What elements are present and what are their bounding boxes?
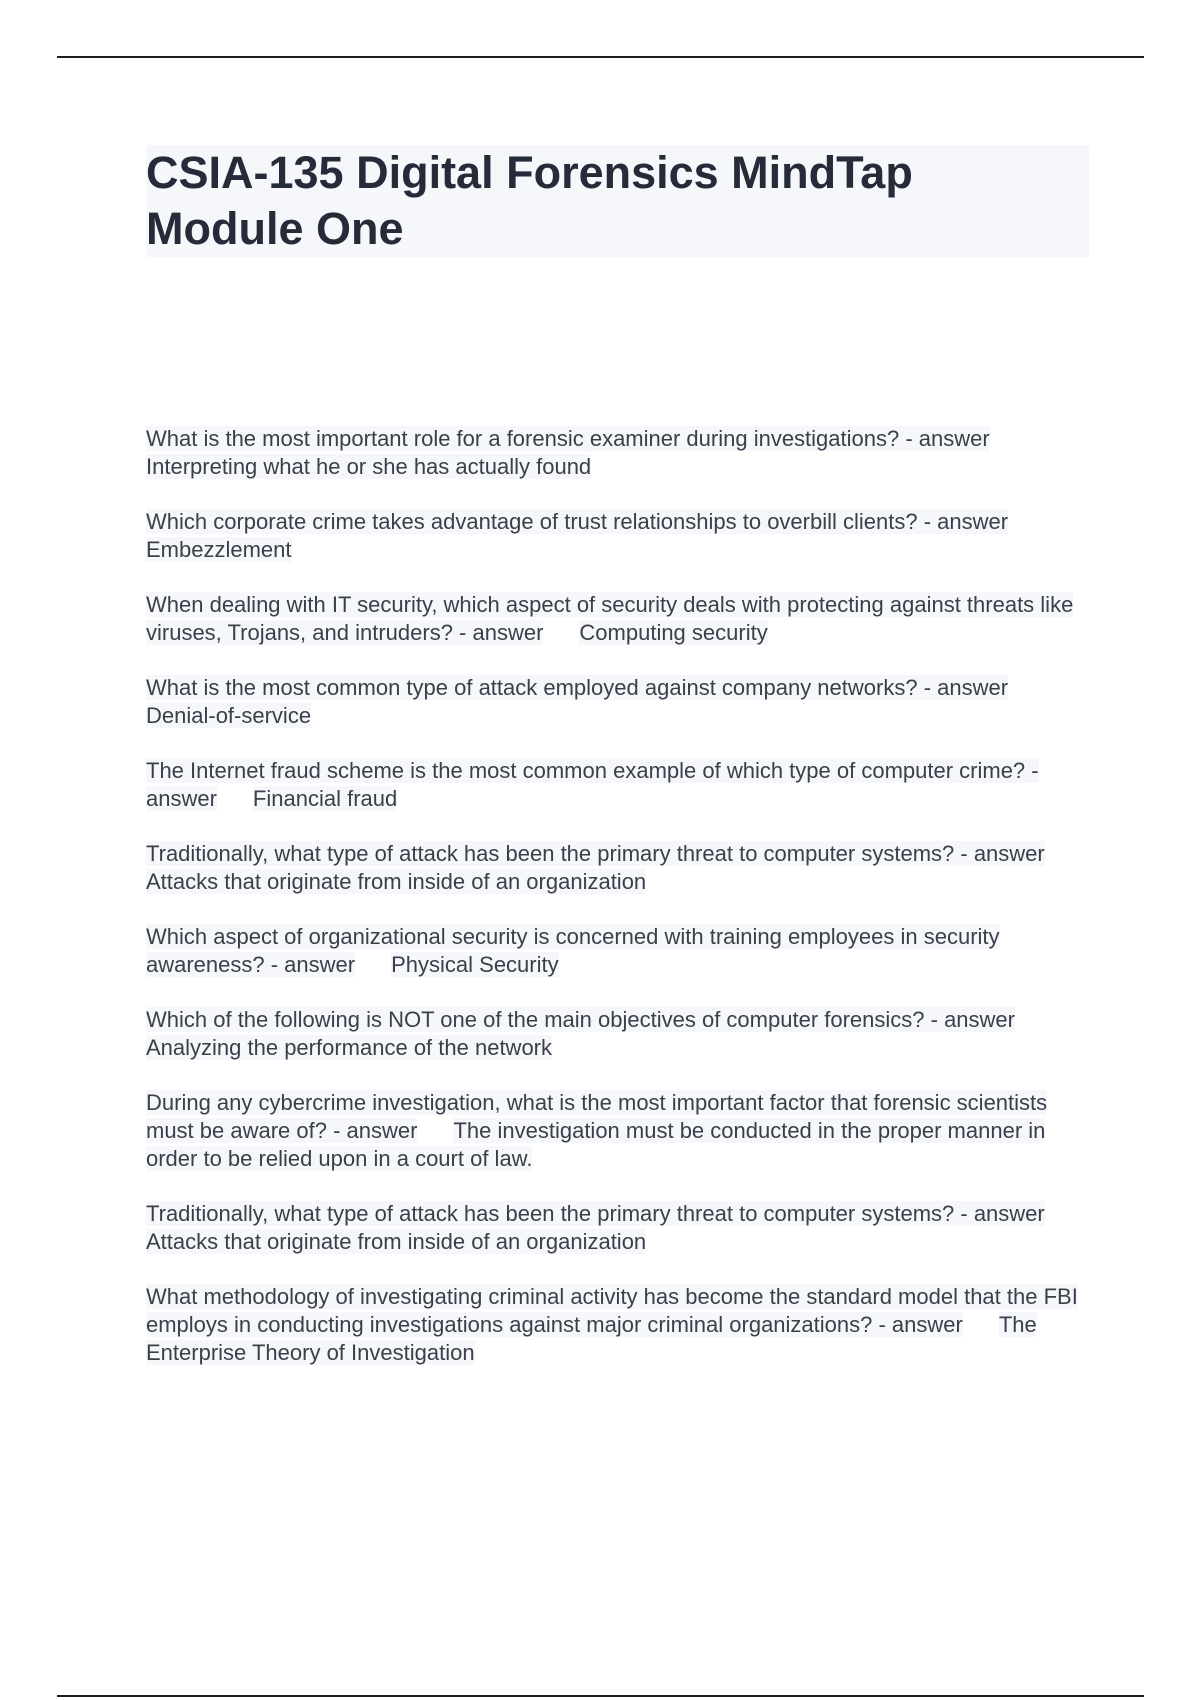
page-title-line2: Module One: [146, 203, 404, 254]
answer-text: Denial-of-service: [146, 703, 312, 728]
question-text: Which aspect of organizational security is concerned with training employees in security awareness? - answer: [146, 924, 1000, 977]
answer-text: The Enterprise Theory of Investigation: [146, 1312, 1037, 1365]
answer-text: Computing security: [579, 620, 768, 645]
qa-item: [146, 1006, 1096, 1062]
page-title: [146, 145, 1089, 257]
qa-item: [146, 674, 1096, 730]
qa-item: [146, 923, 1096, 979]
qa-item: [146, 508, 1096, 564]
answer-text: Financial fraud: [252, 786, 398, 811]
answer-text: Interpreting what he or she has actually found: [146, 454, 592, 479]
question-text: Traditionally, what type of attack has been the primary threat to computer systems? - answer: [146, 841, 1045, 866]
qa-item: [146, 1089, 1096, 1173]
title-block: [146, 145, 1089, 257]
page-title-line1: CSIA-135 Digital Forensics MindTap: [146, 147, 913, 198]
qa-item: [146, 1200, 1096, 1256]
question-text: Traditionally, what type of attack has been the primary threat to computer systems? - answer: [146, 1201, 1045, 1226]
answer-text: Embezzlement: [146, 537, 292, 562]
question-text: The Internet fraud scheme is the most common example of which type of computer crime? - answer: [146, 758, 1039, 811]
question-text: Which of the following is NOT one of the main objectives of computer forensics? - answer: [146, 1007, 1015, 1032]
answer-text: The investigation must be conducted in the proper manner in order to be relied upon in a court of law.: [146, 1118, 1046, 1171]
question-text: What is the most common type of attack employed against company networks? - answer: [146, 675, 1009, 700]
answer-text: Attacks that originate from inside of an organization: [146, 1229, 647, 1254]
question-text: What is the most important role for a forensic examiner during investigations? - answer: [146, 426, 990, 451]
qa-list: [146, 425, 1096, 1394]
answer-text: Physical Security: [391, 952, 559, 977]
bottom-rule: [57, 1695, 1144, 1697]
qa-item: [146, 757, 1096, 813]
question-text: During any cybercrime investigation, what is the most important factor that forensic scientists must be aware of? - answer: [146, 1090, 1048, 1143]
question-text: When dealing with IT security, which aspect of security deals with protecting against threats like viruses, Trojans, and intruders? - answer: [146, 592, 1074, 645]
top-rule: [57, 56, 1144, 58]
qa-item: [146, 840, 1096, 896]
answer-text: Analyzing the performance of the network: [146, 1035, 553, 1060]
qa-item: [146, 425, 1096, 481]
qa-item: [146, 1283, 1096, 1367]
qa-item: [146, 591, 1096, 647]
answer-text: Attacks that originate from inside of an organization: [146, 869, 647, 894]
question-text: Which corporate crime takes advantage of trust relationships to overbill clients? - answer: [146, 509, 1009, 534]
question-text: What methodology of investigating criminal activity has become the standard model that the FBI employs in conducting investigations against major criminal organizations? - answer: [146, 1284, 1078, 1337]
